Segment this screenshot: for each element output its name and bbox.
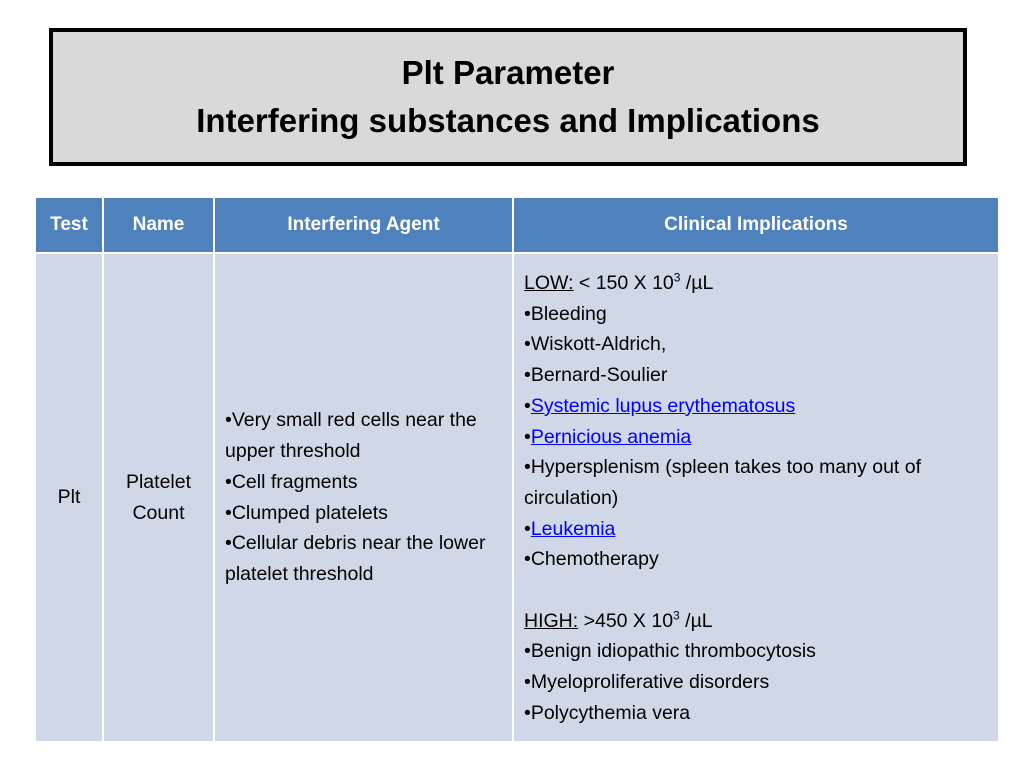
high-item: •Benign idiopathic thrombocytosis	[524, 640, 816, 663]
link-systemic-lupus-erythematosus[interactable]: Systemic lupus erythematosus	[530, 394, 796, 417]
cell-interfering-agent	[214, 253, 513, 742]
bullet: •	[524, 548, 531, 571]
low-item	[524, 299, 990, 330]
low-item-text: Chemotherapy	[530, 548, 659, 571]
high-heading	[524, 606, 990, 637]
parameter-table	[34, 196, 1000, 743]
high-item: •Myeloproliferative disorders	[524, 671, 770, 694]
low-heading	[524, 268, 990, 299]
agent-item: •Very small red cells near the upper threshold	[225, 409, 477, 463]
bullet: •	[524, 517, 531, 540]
low-unit: /µL	[680, 272, 714, 294]
low-item-text: Bleeding	[530, 302, 607, 325]
bullet: •	[524, 302, 531, 325]
header-test: Test	[35, 197, 103, 253]
link-leukemia[interactable]: Leukemia	[530, 517, 616, 540]
low-item	[524, 422, 990, 453]
agent-item: •Cell fragments	[225, 470, 358, 493]
low-item-text: Wiskott-Aldrich,	[530, 333, 667, 356]
bullet: •	[524, 364, 531, 387]
table-row	[35, 253, 999, 742]
low-item-text: Hypersplenism (spleen takes too many out of circulation)	[524, 456, 922, 509]
agent-item: •Cellular debris near the lower platelet threshold	[225, 532, 486, 585]
low-item	[524, 544, 990, 575]
agent-item: •Clumped platelets	[225, 501, 388, 524]
low-item	[524, 514, 990, 545]
slide-title-line1: Plt Parameter	[401, 54, 615, 91]
slide-title-line2: Interfering substances and Implications	[196, 102, 820, 139]
bullet: •	[524, 456, 531, 479]
low-item	[524, 452, 990, 513]
cell-test: Plt	[35, 253, 103, 742]
header-clinical-implications: Clinical Implications	[513, 197, 999, 253]
name-line-2: Count	[132, 501, 185, 524]
high-exponent: 3	[673, 608, 680, 623]
header-interfering-agent: Interfering Agent	[214, 197, 513, 253]
low-item-text: Bernard-Soulier	[530, 364, 668, 387]
cell-name	[103, 253, 214, 742]
low-label: LOW:	[524, 272, 574, 294]
bullet: •	[524, 333, 531, 356]
high-value: >450 X 10	[578, 609, 674, 632]
spacer	[524, 575, 990, 606]
header-name: Name	[103, 197, 214, 253]
high-unit: /µL	[679, 609, 713, 632]
bullet: •	[524, 425, 531, 448]
link-pernicious-anemia[interactable]: Pernicious anemia	[530, 425, 692, 448]
title-box	[49, 28, 967, 166]
name-line-1: Platelet	[125, 470, 192, 493]
high-label: HIGH:	[524, 609, 579, 632]
high-item: •Polycythemia vera	[524, 701, 691, 724]
low-value: < 150 X 10	[573, 272, 674, 294]
cell-clinical-implications	[513, 253, 999, 742]
bullet: •	[524, 394, 531, 417]
low-item	[524, 391, 990, 422]
table-header-row	[35, 197, 999, 253]
low-item	[524, 329, 990, 360]
low-exponent: 3	[673, 270, 681, 285]
low-item	[524, 360, 990, 391]
